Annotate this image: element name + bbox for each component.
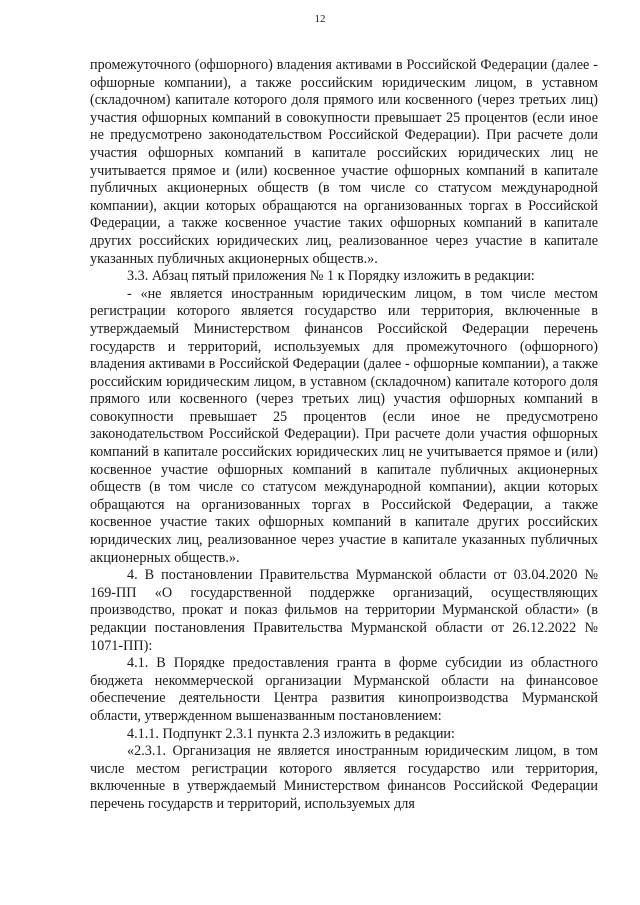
paragraph-clause-3-3: 3.3. Абзац пятый приложения № 1 к Порядку изложить в редакции: [127, 268, 535, 285]
page-number: 12 [314, 13, 326, 25]
paragraph-clause-4-1: 4.1. В Порядке предоставления гранта в форме субсидии из областного бюджета некоммерческой организации Мурманской области на финансовое обеспечение деятельности Центра развития кинопроизводства Мурманской области, утвержденном вышеназванным постановлением: [90, 655, 598, 724]
paragraph-clause-4-1-1: 4.1.1. Подпункт 2.3.1 пункта 2.3 изложить в редакции: [127, 725, 455, 742]
paragraph-clause-4: 4. В постановлении Правительства Мурманской области от 03.04.2020 № 169-ПП «О государственной поддержке организаций, осуществляющих производство, прокат и показ фильмов на территории Мурманской области» (в редакции постановления Правительства Мурманской области от 26.12.2022 № 1071-ПП): [90, 567, 598, 654]
paragraph-clause-2-3-1: «2.3.1. Организация не является иностранным юридическим лицом, в том числе местом регистрации которого является государство или территория, включенные в утверждаемый Министерством финансов Российской Федерации перечень государств и территорий, используемых для [90, 743, 598, 812]
paragraph-quoted-amendment: - «не является иностранным юридическим лицом, в том числе местом регистрации которого является государство или территория, включенные в утверждаемый Министерством финансов Российской Федерации перечень государств и территорий, используемых для промежуточного (офшорного) владения активами в Российской Федерации (далее - офшорные компании), а также российским юридическим лицом, в уставном (складочном) капитале которого доля прямого или косвенного (через третьих лиц) участия офшорных компаний в совокупности превышает 25 процентов (если иное не предусмотрено законодательством Российской Федерации). При расчете доли участия офшорных компаний в капитале российских юридических лиц не учитывается прямое и (или) косвенное участие офшорных компаний в капитале публичных акционерных обществ (в том числе со статусом международной компании), акции которых обращаются на организованных торгах в Российской Федерации, а также косвенное участие таких офшорных компаний в капитале других российских юридических лиц, реализованное через участие в капитале указанных публичных акционерных обществ.». [90, 285, 598, 566]
paragraph-continuation: промежуточного (офшорного) владения активами в Российской Федерации (далее - офшорные компании), а также российским юридическим лицом, в уставном (складочном) капитале которого доля прямого или косвенного (через третьих лиц) участия офшорных компаний в совокупности превышает 25 процентов (если иное не предусмотрено законодательством Российской Федерации). При расчете доли участия офшорных компаний в капитале российских юридических лиц не учитывается прямое и (или) косвенное участие офшорных компаний в капитале публичных акционерных обществ (в том числе со статусом международной компании), акции которых обращаются на организованных торгах в Российской Федерации, а также косвенное участие таких офшорных компаний в капитале других российских юридических лиц, реализованное через участие в капитале указанных публичных акционерных обществ.». [90, 57, 598, 267]
document-body [90, 57, 598, 814]
